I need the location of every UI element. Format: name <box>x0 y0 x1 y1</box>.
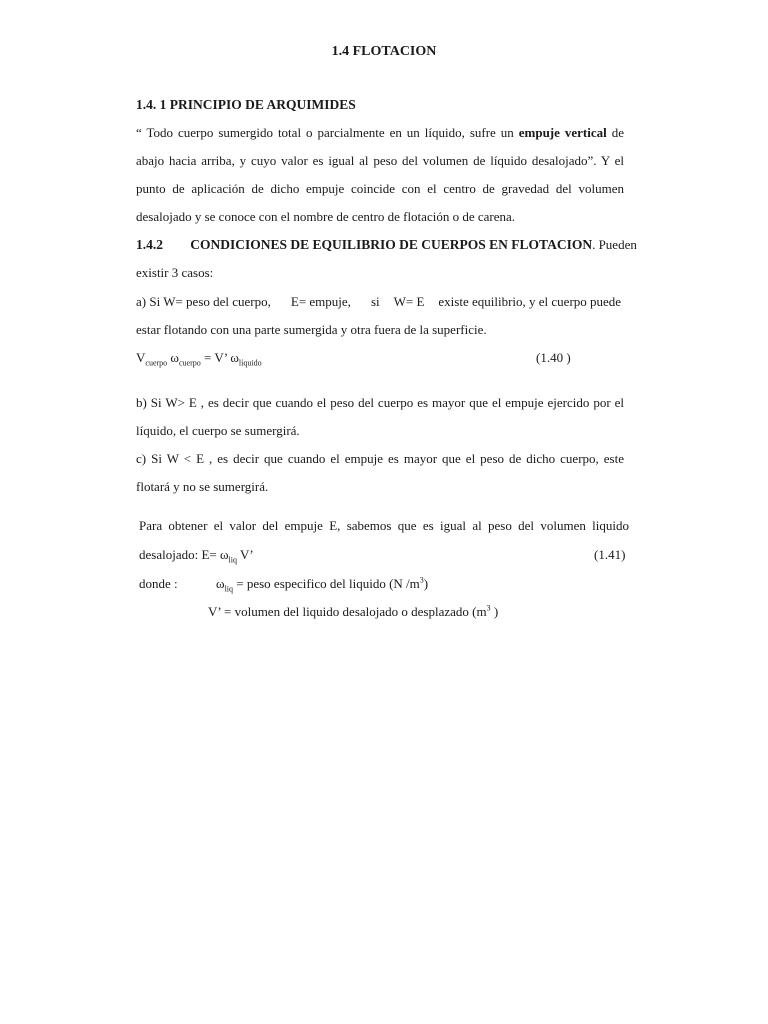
text-run: “ Todo cuerpo sumergido total o parcialmente en un líquido, sufre un <box>136 125 519 140</box>
definition-displaced-volume <box>208 604 498 620</box>
principle-line-2: abajo hacia arriba, y cuyo valor es igual al peso del volumen de líquido desalojado”. Y el <box>136 153 624 168</box>
text-run: desalojado: E= ω <box>139 547 229 562</box>
eq-operator: = <box>200 350 215 365</box>
eq-subscript: liq <box>224 584 234 594</box>
eq-symbol: V’ ω <box>214 350 239 365</box>
principle-line-4: desalojado y se conoce con el nombre de centro de flotación o de carena. <box>136 209 515 224</box>
equation-label-1-41: (1.41) <box>594 547 626 562</box>
page-title: 1.4 FLOTACION <box>331 44 437 59</box>
equation-label-1-40: (1.40 ) <box>536 350 571 365</box>
text-run: ) <box>490 604 499 619</box>
eq-symbol: ω <box>216 576 225 591</box>
text-run: V’ <box>237 547 254 562</box>
text-run: de <box>606 125 624 140</box>
case-b-line-1: b) Si W> E , es decir que cuando el peso del cuerpo es mayor que el empuje ejercido por el <box>136 395 624 410</box>
bold-term: empuje vertical <box>518 125 607 140</box>
eq-subscript: líquido <box>238 358 262 368</box>
buoyancy-paragraph-line-1: Para obtener el valor del empuje E, sabemos que es igual al peso del volumen liquido <box>139 518 629 533</box>
case-c-line-1: c) Si W < E , es decir que cuando el empuje es mayor que el peso de dicho cuerpo, este <box>136 451 624 466</box>
principle-line-1 <box>136 125 624 141</box>
text-run: E= empuje, <box>290 294 351 309</box>
eq-superscript: 3 <box>486 603 491 613</box>
eq-superscript: 3 <box>419 575 424 585</box>
principle-line-3: punto de aplicación de dicho empuje coincide con el centro de gravedad del volumen <box>136 181 624 196</box>
cases-intro: existir 3 casos: <box>136 265 214 280</box>
equation-1-40 <box>136 350 262 366</box>
text-run: ) <box>423 576 429 591</box>
text-run: V’ = volumen del liquido desalojado o desplazado (m <box>208 604 487 619</box>
section-heading-text: CONDICIONES DE EQUILIBRIO DE CUERPOS EN FLOTACION <box>190 237 593 252</box>
case-c-line-2: flotará y no se sumergirá. <box>136 479 269 494</box>
case-a-line-2: estar flotando con una parte sumergida y otra fuera de la superficie. <box>136 322 487 337</box>
section-heading-1-4-2 <box>136 237 637 253</box>
eq-subscript: liq <box>228 555 237 565</box>
text-run: existe equilibrio, y el cuerpo puede <box>438 294 622 309</box>
equation-1-41 <box>139 547 254 563</box>
eq-subscript: cuerpo <box>178 358 201 368</box>
where-label: donde : <box>139 576 178 591</box>
text-run: = peso especifico del liquido (N /m <box>233 576 420 591</box>
eq-subscript: cuerpo <box>145 358 168 368</box>
text-run: . Pueden <box>592 237 637 252</box>
case-a-line-1 <box>136 294 621 310</box>
text-run: si <box>370 294 380 309</box>
section-heading-1-4-1: 1.4. 1 PRINCIPIO DE ARQUIMIDES <box>136 97 356 112</box>
eq-symbol: ω <box>170 350 179 365</box>
text-run: a) Si W= peso del cuerpo, <box>136 294 271 309</box>
eq-symbol: V <box>136 350 146 365</box>
section-number: 1.4.2 <box>136 237 163 252</box>
case-b-line-2: líquido, el cuerpo se sumergirá. <box>136 423 300 438</box>
definition-specific-weight <box>216 576 428 592</box>
text-run: W= E <box>393 294 425 309</box>
